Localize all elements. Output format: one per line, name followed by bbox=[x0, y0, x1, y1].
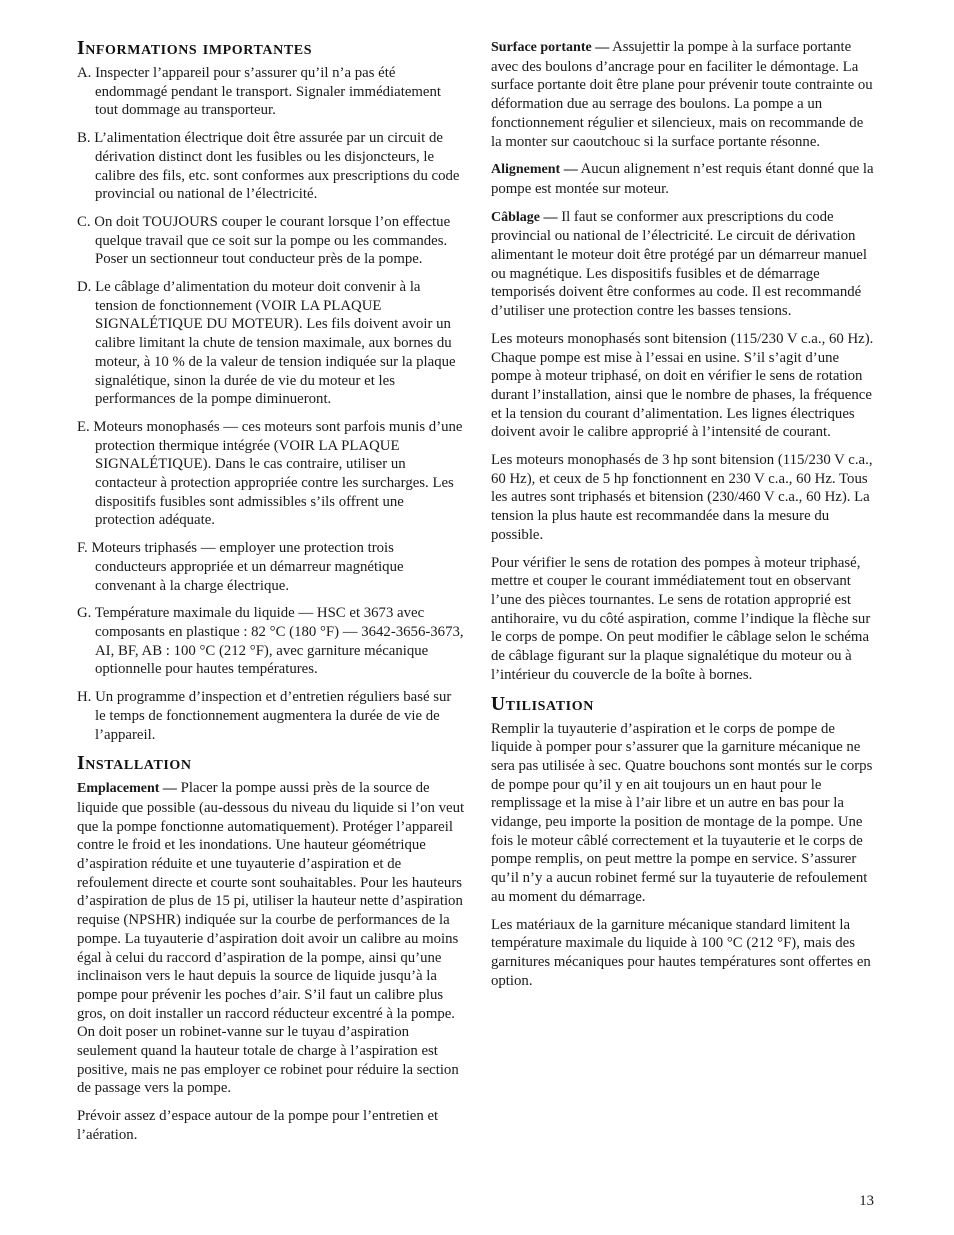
heading-utilisation: Utilisation bbox=[491, 693, 594, 715]
left-column bbox=[77, 38, 465, 1154]
page-number: 13 bbox=[859, 1193, 874, 1209]
item-d: D. Le câblage d’alimentation du moteur doit convenir à la tension de fonctionnement (VOIR LA PLAQUE SIGNALÉTIQUE DU MOTEUR). Les fils doivent avoir un calibre limitant la chute de tension maximale, aux bornes du moteur, à 10 % de la valeur de tension indiquée sur la plaque signalétique, sinon la durée de vie du moteur et les performances de la pompe diminueront. bbox=[77, 279, 456, 408]
para-utilisation-1: Remplir la tuyauterie d’aspiration et le corps de pompe de liquide à pomper pour s’assurer que la garniture mécanique ne sera pas utilisée à sec. Quatre bouchons sont montés sur le corps de pompe pour qu’il y en ait toujours un en haut pour le remplissage et la mise à l’air libre et un autre en bas pour la vidange, peu importe la position de montage de la pompe. Une fois le moteur câblé correctement et la tuyauterie et le corps de pompe remplis, on peut mettre la pompe en service. S’assurer qu’il n’y a aucun robinet fermé sur la tuyauterie de refoulement au moment du démarrage. bbox=[491, 720, 873, 905]
item-c: C. On doit TOUJOURS couper le courant lorsque l’on effectue quelque travail que ce soit sur la pompe ou les commandes. Poser un sectionneur tout conducteur près de la pompe. bbox=[77, 213, 451, 268]
para-moteurs: Les moteurs monophasés sont bitension (115/230 V c.a., 60 Hz). Chaque pompe est mise à l’essai en usine. S’il s’agit d’une pompe à moteur triphasé, on doit en vérifier le sens de rotation durant l’installation, ainsi que le nombre de phases, la fréquence et la tension du courant d’alimentation. Les lignes électriques doivent avoir le calibre approprié à l’intensité de courant. bbox=[491, 330, 874, 441]
para-utilisation-2: Les matériaux de la garniture mécanique standard limitent la température maximale du liquide à 100 °C (212 °F), mais des garnitures mécaniques pour hautes températures sont offertes en option. bbox=[491, 916, 871, 989]
para-surface-portante bbox=[491, 38, 877, 151]
right-column bbox=[491, 38, 877, 999]
text-surface-portante: Assujettir la pompe à la surface portante avec des boulons d’ancrage pour en faciliter le démontage. La surface portante doit être plane pour prévenir toute contrainte ou déformation due au serrage des boulons. La pompe a un fonctionnement régulier et silencieux, mais on recommande de la monter sur caoutchouc si la surface portante résonne. bbox=[491, 39, 873, 150]
item-a: A. Inspecter l’appareil pour s’assurer qu’il n’a pas été endommagé pendant le transport. Signaler immédiatement tout dommage au transporteur. bbox=[77, 65, 441, 119]
label-cablage: Câblage — bbox=[491, 209, 558, 225]
text-emplacement: Placer la pompe aussi près de la source de liquide que possible (au-dessous du niveau du liquide si l’on veut que la pompe fonctionne automatiquement). Protéger l’appareil contre le froid et les inondations. Une hauteur géométrique d’aspiration réduite et une tuyauterie d’aspiration et de refoulement directe et courte sont souhaitables. Pour les hauteurs d’aspiration de plus de 15 pi, utiliser la hauteur nette d’aspiration requise (NPSHR) indiquée sur la courbe de performances de la pompe. La tuyauterie d’aspiration doit avoir un calibre au moins égal à celui du raccord d’aspiration de la pompe, ainsi qu’une inclinaison vers le haut depuis la source de liquide jusqu’à la pompe pour prévenir les poches d’air. S’il faut un calibre plus gros, on doit installer un raccord réducteur excentré à la pompe. On doit poser un robinet-vanne sur le tuyau d’aspiration seulement quand la hauteur totale de charge à l’aspiration est positive, mais ne pas employer ce robinet pour réduire la section de passage vers la pompe. bbox=[77, 780, 465, 1097]
item-b: B. L’alimentation électrique doit être assurée par un circuit de dérivation distinct dont les fusibles ou les disjoncteurs, le calibre des fils, etc. sont conformes aux prescriptions du code provincial ou national de l’électricité. bbox=[77, 130, 460, 203]
text-cablage: Il faut se conformer aux prescriptions du code provincial ou national de l’électricité. Le circuit de dérivation alimentant le moteur doit être protégé par un démarreur manuel ou magnétique. Les dispositifs fusibles et de démarrage temporisés doivent être conformes au code. Il est recommandé d’utiliser une protection contre les basses tensions. bbox=[491, 208, 867, 320]
para-emplacement bbox=[77, 779, 465, 1098]
label-emplacement: Emplacement — bbox=[77, 781, 177, 797]
item-g: G. Température maximale du liquide — HSC et 3673 avec composants en plastique : 82 °C (180 °F) — 3642-3656-3673, AI, BF, AB : 100 °C (212 °F), avec garniture mécanique optionnelle pour hautes températures. bbox=[77, 605, 464, 678]
label-surface-portante: Surface portante — bbox=[491, 40, 610, 55]
item-e: E. Moteurs monophasés — ces moteurs sont parfois munis d’une protection thermique intégrée (VOIR LA PLAQUE SIGNALÉTIQUE). Dans le cas contraire, utiliser un contacteur à protection appropriée contre les surcharges. Les dispositifs fusibles sont admissibles s’ils offrent une protection adéquate. bbox=[77, 418, 463, 529]
para-moteurs-3hp: Les moteurs monophasés de 3 hp sont bitension (115/230 V c.a., 60 Hz), et ceux de 5 hp fonctionnent en 230 V c.a., 60 Hz. Tous les autres sont triphasés et bitension (230/460 V c.a., 60 Hz). La tension la plus haute est recommandée dans la mesure du possible. bbox=[491, 452, 873, 543]
para-espace: Prévoir assez d’espace autour de la pompe pour l’entretien et l’aération. bbox=[77, 1108, 439, 1143]
text-alignement: Aucun alignement n’est requis étant donné que la pompe est montée sur moteur. bbox=[491, 161, 874, 197]
item-f: F. Moteurs triphasés — employer une protection trois conducteurs appropriée et un démarreur magnétique convenant à la charge électrique. bbox=[77, 540, 404, 594]
label-alignement: Alignement — bbox=[491, 162, 578, 178]
item-h: H. Un programme d’inspection et d’entretien réguliers basé sur le temps de fonctionnement augmentera la durée de vie de l’appareil. bbox=[77, 689, 452, 743]
para-cablage bbox=[491, 208, 877, 321]
para-rotation: Pour vérifier le sens de rotation des pompes à moteur triphasé, mettre et couper le courant immédiatement tout en observant l’une des pièces tournantes. Le sens de rotation approprié est antihoraire, vu du côté aspiration, comme l’indique la flèche sur le corps de pompe. On peut modifier le câblage selon le schéma de câblage figurant sur la plaque signalétique du moteur ou à l’intérieur du couvercle de la boîte à bornes. bbox=[491, 554, 871, 683]
para-alignement bbox=[491, 160, 877, 198]
heading-informations-importantes: Informations importantes bbox=[77, 38, 313, 59]
heading-installation: Installation bbox=[77, 753, 192, 775]
